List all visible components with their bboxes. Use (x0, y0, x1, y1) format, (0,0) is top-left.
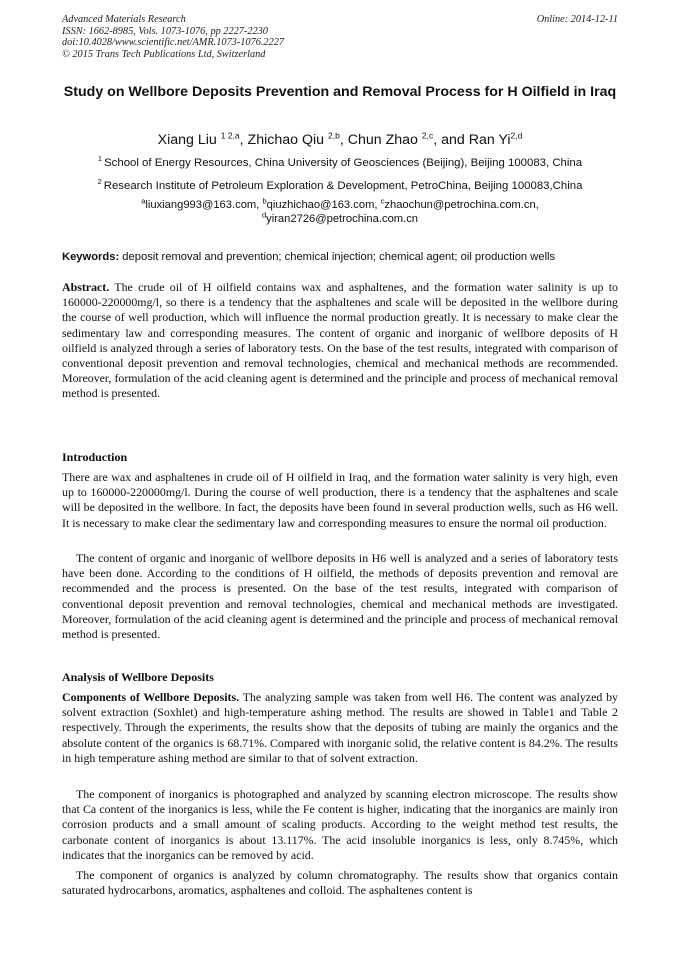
email-link[interactable]: qiuzhichao@163.com, (266, 199, 381, 211)
journal-header (62, 14, 618, 60)
author-separator: , and (433, 132, 469, 148)
author-affiliation-mark: 2,d (510, 130, 523, 141)
journal-name: Advanced Materials Research (62, 14, 186, 25)
author-emails (62, 198, 618, 226)
analysis-paragraph-2: The component of inorganics is photographed and analyzed by scanning electron microscope. The results show that Ca content of the inorganics is less, while the Fe content is higher, indicating that the inorganics are mainly iron corrosion products and a small amount of scaling products. According to the weight method test results, the carbonate content of inorganics is about 13.117%. The acid insoluble inorganics is less, only 8.745%, which indicates that the inorganics can be removed by acid. (62, 787, 618, 862)
analysis-paragraph-1-text: The analyzing sample was taken from well H6. The content was analyzed by solvent extraction (Soxhlet) and high-temperature ashing method. The results are showed in Table1 and Table 2 respectively. Through the experiments, the results show that the deposits of tubing are mainly the organics and the absolute content of the organics is 68.71%. Compared with inorganic solid, the relative content is 84.2%. The results in high temperature ashing method are similar to that of solvent extraction. (62, 690, 618, 765)
introduction-paragraph-1: There are wax and asphaltenes in crude oil of H oilfield in Iraq, and the formation water salinity is very high, even up to 160000-220000mg/l. During the course of well production, there is a tendency that the asphaltenes and scale will be deposited in the wellbore. In fact, the deposits have been found in several production wells, such as H6 well. It is necessary to make clear the sedimentary law and corresponding measures to ensure the normal oil production. (62, 470, 618, 530)
author-separator: , (239, 132, 248, 148)
issn-line: ISSN: 1662-8985, Vols. 1073-1076, pp 2227-2230 (62, 25, 268, 37)
abstract (62, 280, 618, 402)
author-list (62, 132, 618, 148)
affiliation-number: 1 (97, 154, 103, 164)
email-link[interactable]: yiran2726@petrochina.com.cn (266, 213, 419, 225)
author-name: Zhichao Qiu (247, 132, 325, 148)
abstract-label: Abstract. (62, 280, 110, 294)
author-name: Chun Zhao (347, 132, 418, 148)
analysis-paragraph-3: The component of organics is analyzed by column chromatography. The results show that organics contain saturated hydrocarbons, aromatics, asphaltenes and colloid. The asphaltenes content is (62, 868, 618, 898)
email-line-2 (62, 212, 618, 226)
email-mark: a (141, 196, 146, 206)
author-separator: , (339, 132, 348, 148)
online-date: Online: 2014-12-11 (536, 14, 618, 25)
analysis-paragraph-1 (62, 690, 618, 766)
keywords (62, 250, 618, 264)
abstract-text: The crude oil of H oilfield contains wax and asphaltenes, and the formation water salinity is up to 160000-220000mg/l, so there is a tendency that the asphaltenes and scale will be deposited in the wellbore during the course of well production, which will influence the normal production greatly. It is necessary to make clear the sedimentary law and corresponding measures. The content of organic and inorganic of wellbore deposits of H oilfield is analyzed through a series of laboratory tests. On the base of the test results, integrated with comparison of conventional deposit prevention and removal technologies, chemical and mechanical methods are recommended. Moreover, formulation of the acid cleaning agent is determined and the principle and process of mechanical removal method is presented. (62, 280, 618, 401)
doi-line: doi:10.4028/www.scientific.net/AMR.1073-1076.2227 (62, 37, 285, 48)
email-mark: c (380, 196, 385, 206)
author-affiliation-mark: 1 2,a (220, 130, 240, 141)
keywords-label: Keywords: (62, 251, 120, 263)
email-mark: d (261, 210, 267, 220)
analysis-heading: Analysis of Wellbore Deposits (62, 670, 214, 684)
copyright-line: © 2015 Trans Tech Publications Ltd, Switzerland (62, 48, 266, 60)
affiliation-text: School of Energy Resources, China University of Geosciences (Beijing), Beijing 100083, China (104, 157, 583, 169)
affiliation-1 (62, 156, 618, 170)
author-affiliation-mark: 2,b (328, 130, 340, 141)
email-link[interactable]: zhaochun@petrochina.com.cn, (384, 199, 539, 211)
affiliation-2 (62, 179, 618, 193)
introduction-heading: Introduction (62, 450, 128, 464)
paper-title: Study on Wellbore Deposits Prevention and Removal Process for H Oilfield in Iraq (63, 84, 617, 100)
author-name: Ran Yi (468, 132, 511, 148)
author-name: Xiang Liu (157, 132, 217, 148)
author-affiliation-mark: 2,c (421, 130, 434, 141)
email-line-1 (62, 198, 618, 212)
introduction-paragraph-2: The content of organic and inorganic of wellbore deposits in H6 well is analyzed and a series of laboratory tests have been done. According to the conditions of H oilfield, the methods of deposits prevention and removal are recommended and the process is presented. On the base of the test results, integrated with comparison of conventional deposit prevention and removal technologies, chemical and mechanical methods are investigated. Moreover, formulation of the acid cleaning agent is determined and the principle and process of mechanical removal method is presented. (62, 551, 618, 642)
keywords-text: deposit removal and prevention; chemical injection; chemical agent; oil production wells (119, 251, 556, 263)
components-subheading: Components of Wellbore Deposits. (62, 690, 240, 704)
email-mark: b (262, 196, 267, 206)
affiliation-text: Research Institute of Petroleum Exploration & Development, PetroChina, Beijing 100083,China (103, 180, 583, 192)
affiliation-number: 2 (97, 177, 102, 187)
email-link[interactable]: liuxiang993@163.com, (145, 199, 263, 211)
